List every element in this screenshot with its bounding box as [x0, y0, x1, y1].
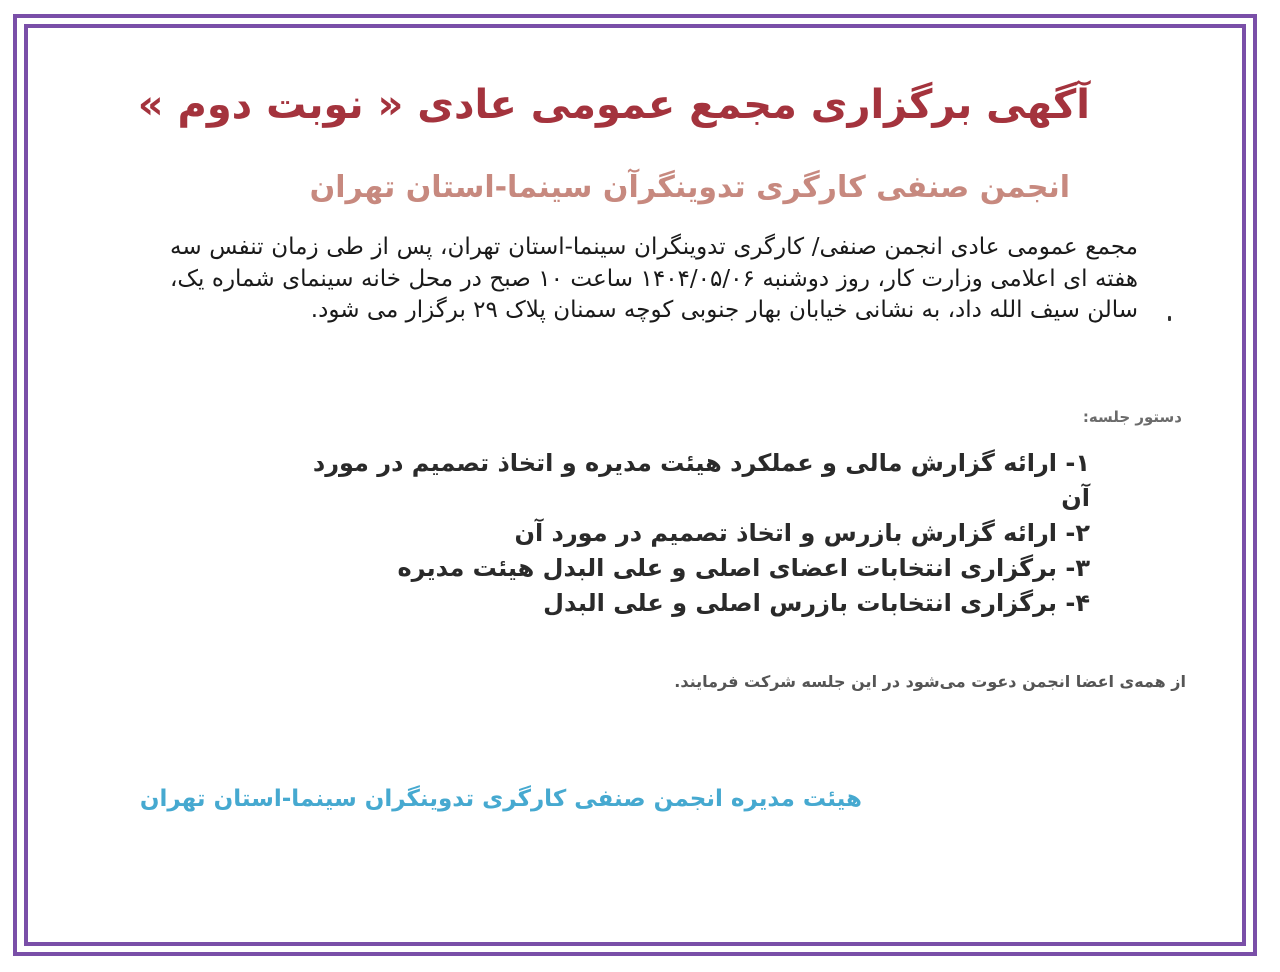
notice-title: آگهی برگزاری مجمع عمومی عادی « نوبت دوم »	[137, 82, 1090, 128]
agenda-item: ۳- برگزاری انتخابات اعضای اصلی و علی البدل هیئت مدیره	[397, 554, 1090, 582]
association-subtitle: انجمن صنفی کارگری تدوینگرآن سینما-استان تهران	[309, 170, 1070, 205]
agenda-item: ۴- برگزاری انتخابات بازرس اصلی و علی البدل	[543, 589, 1090, 617]
agenda-list	[300, 446, 1090, 621]
agenda-item: ۲- ارائه گزارش بازرس و اتخاذ تصمیم در مورد آن	[514, 519, 1090, 547]
notice-body: مجمع عمومی عادی انجمن صنفی/ کارگری تدوینگران سینما-استان تهران، پس از طی زمان تنفس سه هفته ای اعلامی وزارت کار، روز دوشنبه ۱۴۰۴/۰۵/۰۶ ساعت ۱۰ صبح در محل خانه سینمای شماره یک، سالن سیف الله داد، به نشانی خیابان بهار جنوبی کوچه سمنان پلاک ۲۹ برگزار می شود.	[170, 234, 1138, 323]
agenda-label: دستور جلسه:	[1082, 408, 1182, 426]
signature-line: هیئت مدیره انجمن صنفی کارگری تدوینگران سینما-استان تهران	[139, 786, 862, 812]
stray-mark	[1168, 316, 1171, 321]
agenda-item: ۱- ارائه گزارش مالی و عملکرد هیئت مدیره و اتخاذ تصمیم در مورد آن	[312, 449, 1090, 512]
invitation-text: از همه‌ی اعضا انجمن دعوت می‌شود در این جلسه شرکت فرمایند.	[674, 672, 1186, 691]
